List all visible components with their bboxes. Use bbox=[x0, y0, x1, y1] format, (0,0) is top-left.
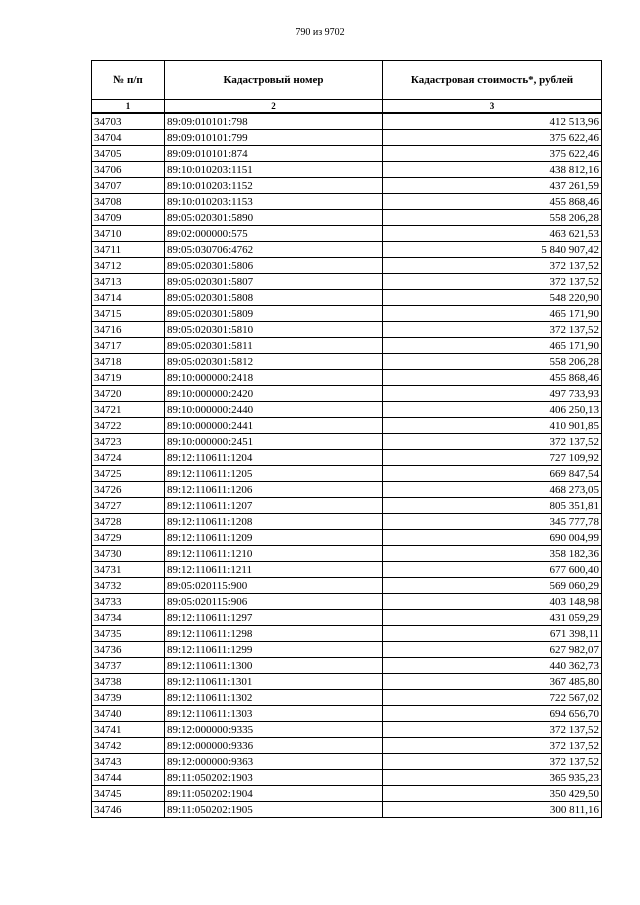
cadastral-value-cell: 727 109,92 bbox=[383, 450, 602, 466]
cadastral-number-cell: 89:05:020115:900 bbox=[165, 578, 383, 594]
row-number-cell: 34734 bbox=[92, 610, 165, 626]
cadastral-number-cell: 89:05:020301:5890 bbox=[165, 210, 383, 226]
cadastral-value-cell: 627 982,07 bbox=[383, 642, 602, 658]
row-number-cell: 34720 bbox=[92, 386, 165, 402]
row-number-cell: 34709 bbox=[92, 210, 165, 226]
page-number-header: 790 из 9702 bbox=[295, 27, 345, 38]
cadastral-number-cell: 89:05:020301:5810 bbox=[165, 322, 383, 338]
table-row bbox=[92, 690, 602, 706]
row-number-cell: 34733 bbox=[92, 594, 165, 610]
table-row bbox=[92, 194, 602, 210]
cadastral-value-cell: 694 656,70 bbox=[383, 706, 602, 722]
table-row bbox=[92, 113, 602, 130]
table-row bbox=[92, 354, 602, 370]
cadastral-value-cell: 367 485,80 bbox=[383, 674, 602, 690]
cadastral-number-cell: 89:05:020301:5807 bbox=[165, 274, 383, 290]
cadastral-value-cell: 548 220,90 bbox=[383, 290, 602, 306]
cadastral-number-cell: 89:12:110611:1298 bbox=[165, 626, 383, 642]
cadastral-value-cell: 497 733,93 bbox=[383, 386, 602, 402]
cadastral-number-cell: 89:10:010203:1153 bbox=[165, 194, 383, 210]
cadastral-number-cell: 89:12:110611:1303 bbox=[165, 706, 383, 722]
cadastral-value-cell: 558 206,28 bbox=[383, 210, 602, 226]
table-row bbox=[92, 498, 602, 514]
cadastral-value-cell: 372 137,52 bbox=[383, 754, 602, 770]
cadastral-number-cell: 89:09:010101:798 bbox=[165, 113, 383, 130]
row-number-cell: 34730 bbox=[92, 546, 165, 562]
cadastral-value-cell: 300 811,16 bbox=[383, 802, 602, 818]
row-number-cell: 34721 bbox=[92, 402, 165, 418]
table-row bbox=[92, 290, 602, 306]
cadastral-value-cell: 350 429,50 bbox=[383, 786, 602, 802]
header-cadastral-number: Кадастровый номер bbox=[165, 61, 383, 100]
cadastral-value-cell: 437 261,59 bbox=[383, 178, 602, 194]
cadastral-value-cell: 375 622,46 bbox=[383, 130, 602, 146]
table-row bbox=[92, 754, 602, 770]
cadastral-value-cell: 365 935,23 bbox=[383, 770, 602, 786]
table-row bbox=[92, 338, 602, 354]
table-row bbox=[92, 786, 602, 802]
table-row bbox=[92, 530, 602, 546]
table-row bbox=[92, 802, 602, 818]
cadastral-value-cell: 569 060,29 bbox=[383, 578, 602, 594]
row-number-cell: 34731 bbox=[92, 562, 165, 578]
table-row bbox=[92, 402, 602, 418]
table-row bbox=[92, 578, 602, 594]
cadastral-value-cell: 372 137,52 bbox=[383, 258, 602, 274]
cadastral-value-cell: 722 567,02 bbox=[383, 690, 602, 706]
cadastral-number-cell: 89:05:020301:5812 bbox=[165, 354, 383, 370]
cadastral-number-cell: 89:05:020301:5808 bbox=[165, 290, 383, 306]
cadastral-number-cell: 89:12:110611:1301 bbox=[165, 674, 383, 690]
cadastral-number-cell: 89:12:110611:1207 bbox=[165, 498, 383, 514]
row-number-cell: 34719 bbox=[92, 370, 165, 386]
cadastral-value-cell: 406 250,13 bbox=[383, 402, 602, 418]
table-row bbox=[92, 770, 602, 786]
row-number-cell: 34704 bbox=[92, 130, 165, 146]
cadastral-value-cell: 372 137,52 bbox=[383, 322, 602, 338]
row-number-cell: 34745 bbox=[92, 786, 165, 802]
cadastral-number-cell: 89:10:000000:2441 bbox=[165, 418, 383, 434]
cadastral-number-cell: 89:12:110611:1206 bbox=[165, 482, 383, 498]
row-number-cell: 34743 bbox=[92, 754, 165, 770]
cadastral-value-cell: 345 777,78 bbox=[383, 514, 602, 530]
cadastral-value-cell: 372 137,52 bbox=[383, 722, 602, 738]
cadastral-number-cell: 89:05:020301:5806 bbox=[165, 258, 383, 274]
cadastral-number-cell: 89:12:000000:9336 bbox=[165, 738, 383, 754]
row-number-cell: 34723 bbox=[92, 434, 165, 450]
table-row bbox=[92, 210, 602, 226]
cadastral-value-cell: 671 398,11 bbox=[383, 626, 602, 642]
table-row bbox=[92, 418, 602, 434]
cadastral-value-cell: 455 868,46 bbox=[383, 370, 602, 386]
row-number-cell: 34746 bbox=[92, 802, 165, 818]
row-number-cell: 34716 bbox=[92, 322, 165, 338]
cadastral-value-cell: 358 182,36 bbox=[383, 546, 602, 562]
table-body bbox=[92, 113, 602, 818]
cadastral-value-cell: 431 059,29 bbox=[383, 610, 602, 626]
row-number-cell: 34740 bbox=[92, 706, 165, 722]
table-row bbox=[92, 386, 602, 402]
table-row bbox=[92, 594, 602, 610]
table-row bbox=[92, 626, 602, 642]
cadastral-number-cell: 89:05:020301:5809 bbox=[165, 306, 383, 322]
table-row bbox=[92, 434, 602, 450]
cadastral-value-cell: 412 513,96 bbox=[383, 113, 602, 130]
table-row bbox=[92, 674, 602, 690]
row-number-cell: 34742 bbox=[92, 738, 165, 754]
header-cadastral-value: Кадастровая стоимость*, рублей bbox=[383, 61, 602, 100]
table-row bbox=[92, 274, 602, 290]
cadastral-value-cell: 558 206,28 bbox=[383, 354, 602, 370]
cadastral-number-cell: 89:12:110611:1299 bbox=[165, 642, 383, 658]
cadastral-value-cell: 690 004,99 bbox=[383, 530, 602, 546]
cadastral-number-cell: 89:10:000000:2440 bbox=[165, 402, 383, 418]
cadastral-number-cell: 89:09:010101:799 bbox=[165, 130, 383, 146]
table-row bbox=[92, 482, 602, 498]
cadastral-value-cell: 375 622,46 bbox=[383, 146, 602, 162]
row-number-cell: 34722 bbox=[92, 418, 165, 434]
cadastral-number-cell: 89:11:050202:1903 bbox=[165, 770, 383, 786]
table-row bbox=[92, 546, 602, 562]
table-row bbox=[92, 722, 602, 738]
row-number-cell: 34729 bbox=[92, 530, 165, 546]
cadastral-number-cell: 89:10:000000:2418 bbox=[165, 370, 383, 386]
row-number-cell: 34739 bbox=[92, 690, 165, 706]
header-row-number: № п/п bbox=[92, 61, 165, 100]
cadastral-number-cell: 89:05:030706:4762 bbox=[165, 242, 383, 258]
cadastral-value-cell: 465 171,90 bbox=[383, 338, 602, 354]
table-row bbox=[92, 514, 602, 530]
cadastral-number-cell: 89:10:000000:2420 bbox=[165, 386, 383, 402]
table-row bbox=[92, 322, 602, 338]
cadastral-number-cell: 89:12:000000:9335 bbox=[165, 722, 383, 738]
cadastral-value-cell: 372 137,52 bbox=[383, 274, 602, 290]
cadastral-number-cell: 89:12:110611:1297 bbox=[165, 610, 383, 626]
cadastral-value-table bbox=[91, 60, 602, 818]
cadastral-value-cell: 465 171,90 bbox=[383, 306, 602, 322]
table-row bbox=[92, 306, 602, 322]
cadastral-number-cell: 89:10:000000:2451 bbox=[165, 434, 383, 450]
cadastral-number-cell: 89:12:110611:1208 bbox=[165, 514, 383, 530]
cadastral-number-cell: 89:12:000000:9363 bbox=[165, 754, 383, 770]
cadastral-number-cell: 89:12:110611:1300 bbox=[165, 658, 383, 674]
cadastral-value-cell: 5 840 907,42 bbox=[383, 242, 602, 258]
cadastral-number-cell: 89:12:110611:1205 bbox=[165, 466, 383, 482]
row-number-cell: 34703 bbox=[92, 113, 165, 130]
row-number-cell: 34726 bbox=[92, 482, 165, 498]
cadastral-value-cell: 372 137,52 bbox=[383, 434, 602, 450]
cadastral-value-cell: 438 812,16 bbox=[383, 162, 602, 178]
row-number-cell: 34714 bbox=[92, 290, 165, 306]
row-number-cell: 34744 bbox=[92, 770, 165, 786]
row-number-cell: 34717 bbox=[92, 338, 165, 354]
cadastral-number-cell: 89:02:000000:575 bbox=[165, 226, 383, 242]
column-number-row bbox=[92, 100, 602, 114]
row-number-cell: 34738 bbox=[92, 674, 165, 690]
table-row bbox=[92, 162, 602, 178]
table-row bbox=[92, 642, 602, 658]
row-number-cell: 34732 bbox=[92, 578, 165, 594]
row-number-cell: 34707 bbox=[92, 178, 165, 194]
row-number-cell: 34708 bbox=[92, 194, 165, 210]
row-number-cell: 34715 bbox=[92, 306, 165, 322]
cadastral-value-cell: 440 362,73 bbox=[383, 658, 602, 674]
cadastral-value-cell: 410 901,85 bbox=[383, 418, 602, 434]
table-row bbox=[92, 130, 602, 146]
row-number-cell: 34713 bbox=[92, 274, 165, 290]
cadastral-value-cell: 677 600,40 bbox=[383, 562, 602, 578]
row-number-cell: 34718 bbox=[92, 354, 165, 370]
row-number-cell: 34725 bbox=[92, 466, 165, 482]
row-number-cell: 34705 bbox=[92, 146, 165, 162]
table-row bbox=[92, 706, 602, 722]
cadastral-value-cell: 463 621,53 bbox=[383, 226, 602, 242]
table-row bbox=[92, 258, 602, 274]
table-row bbox=[92, 738, 602, 754]
row-number-cell: 34741 bbox=[92, 722, 165, 738]
row-number-cell: 34728 bbox=[92, 514, 165, 530]
row-number-cell: 34724 bbox=[92, 450, 165, 466]
cadastral-number-cell: 89:12:110611:1211 bbox=[165, 562, 383, 578]
table-row bbox=[92, 178, 602, 194]
cadastral-value-cell: 372 137,52 bbox=[383, 738, 602, 754]
table-row bbox=[92, 562, 602, 578]
row-number-cell: 34736 bbox=[92, 642, 165, 658]
column-number-3: 3 bbox=[383, 100, 602, 114]
cadastral-value-cell: 468 273,05 bbox=[383, 482, 602, 498]
cadastral-number-cell: 89:12:110611:1209 bbox=[165, 530, 383, 546]
table-row bbox=[92, 226, 602, 242]
cadastral-value-cell: 805 351,81 bbox=[383, 498, 602, 514]
row-number-cell: 34706 bbox=[92, 162, 165, 178]
cadastral-number-cell: 89:11:050202:1905 bbox=[165, 802, 383, 818]
row-number-cell: 34735 bbox=[92, 626, 165, 642]
cadastral-number-cell: 89:12:110611:1302 bbox=[165, 690, 383, 706]
cadastral-number-cell: 89:09:010101:874 bbox=[165, 146, 383, 162]
column-number-1: 1 bbox=[92, 100, 165, 114]
table-row bbox=[92, 610, 602, 626]
row-number-cell: 34727 bbox=[92, 498, 165, 514]
row-number-cell: 34737 bbox=[92, 658, 165, 674]
row-number-cell: 34711 bbox=[92, 242, 165, 258]
row-number-cell: 34712 bbox=[92, 258, 165, 274]
table-row bbox=[92, 242, 602, 258]
cadastral-number-cell: 89:05:020115:906 bbox=[165, 594, 383, 610]
table-row bbox=[92, 658, 602, 674]
row-number-cell: 34710 bbox=[92, 226, 165, 242]
column-number-2: 2 bbox=[165, 100, 383, 114]
cadastral-number-cell: 89:10:010203:1152 bbox=[165, 178, 383, 194]
table-row bbox=[92, 466, 602, 482]
table-row bbox=[92, 146, 602, 162]
cadastral-number-cell: 89:11:050202:1904 bbox=[165, 786, 383, 802]
cadastral-value-cell: 455 868,46 bbox=[383, 194, 602, 210]
table-header-row bbox=[92, 61, 602, 100]
table-row bbox=[92, 370, 602, 386]
cadastral-number-cell: 89:05:020301:5811 bbox=[165, 338, 383, 354]
cadastral-number-cell: 89:12:110611:1204 bbox=[165, 450, 383, 466]
cadastral-value-cell: 403 148,98 bbox=[383, 594, 602, 610]
cadastral-number-cell: 89:12:110611:1210 bbox=[165, 546, 383, 562]
cadastral-value-cell: 669 847,54 bbox=[383, 466, 602, 482]
table-row bbox=[92, 450, 602, 466]
cadastral-number-cell: 89:10:010203:1151 bbox=[165, 162, 383, 178]
